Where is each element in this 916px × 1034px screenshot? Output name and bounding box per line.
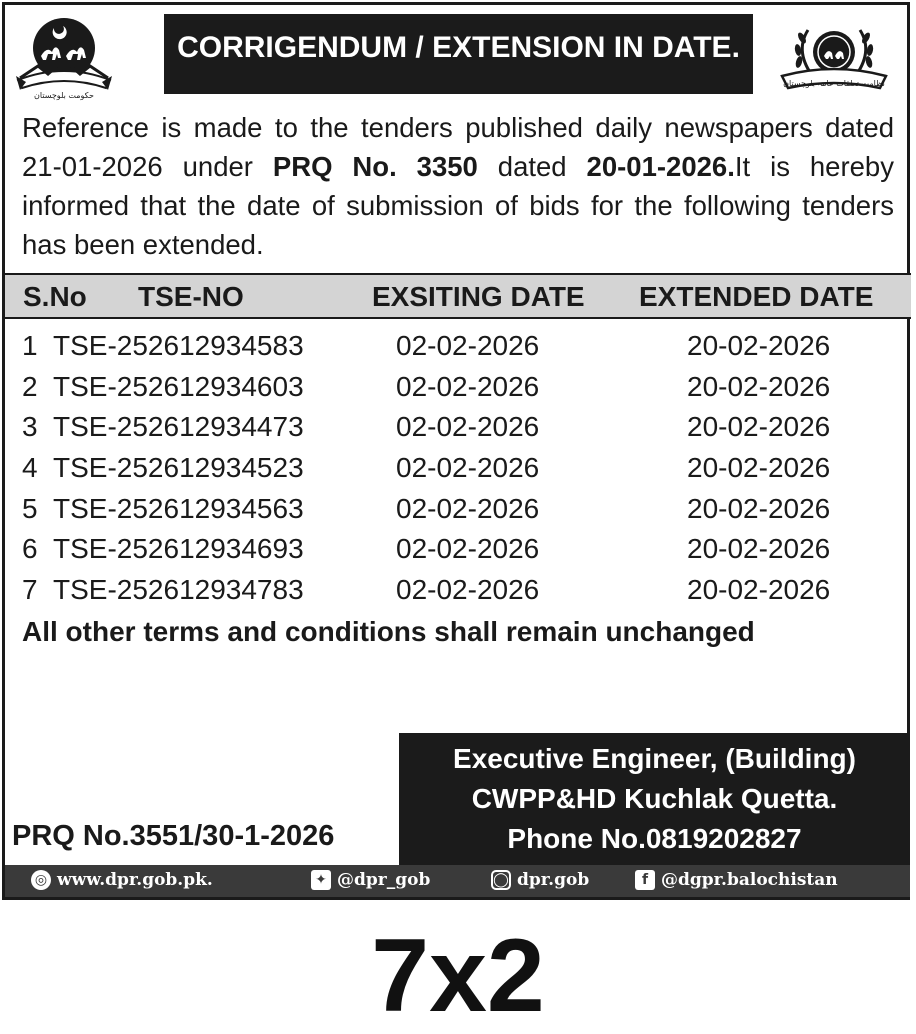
table-row	[0, 411, 916, 451]
cell-tse: TSE-252612934473	[53, 411, 304, 442]
cell-sno: 3	[22, 411, 38, 442]
footer-instagram[interactable]	[491, 870, 589, 890]
cell-tse: TSE-252612934783	[53, 574, 304, 605]
cell-existing: 02-02-2026	[396, 533, 540, 564]
signatory-title: Executive Engineer, (Building)	[453, 743, 856, 774]
cell-existing: 02-02-2026	[396, 452, 540, 483]
intro-text-2: dated	[477, 151, 587, 182]
notice-title: CORRIGENDUM / EXTENSION IN DATE.	[177, 31, 740, 64]
globe-icon: ◎	[31, 870, 51, 890]
footer-twitter[interactable]	[311, 870, 430, 890]
cell-tse: TSE-252612934523	[53, 452, 304, 483]
cell-existing: 02-02-2026	[396, 493, 540, 524]
cell-sno: 1	[22, 330, 38, 361]
table-row	[0, 493, 916, 533]
cell-sno: 4	[22, 452, 38, 483]
cell-extended: 20-02-2026	[687, 411, 831, 442]
balochistan-govt-emblem	[14, 14, 114, 102]
cell-extended: 20-02-2026	[687, 574, 831, 605]
col-header-sno: S.No	[23, 281, 87, 312]
signature-block	[399, 733, 910, 867]
intro-text-1: Reference is made to the tenders published daily newspapers dated 21-01-2026 under	[22, 112, 894, 182]
prq-reference: PRQ No.3551/30-1-2026	[12, 820, 335, 852]
cell-extended: 20-02-2026	[687, 452, 831, 483]
cell-sno: 2	[22, 371, 38, 402]
right-seal-text: نظامت تعلقات عامہ بلوچستان	[783, 79, 885, 88]
ad-size-label: 7x2	[371, 918, 545, 1034]
footer-website[interactable]	[31, 870, 213, 890]
cell-sno: 5	[22, 493, 38, 524]
cell-extended: 20-02-2026	[687, 330, 831, 361]
terms-note: All other terms and conditions shall remain unchanged	[22, 616, 755, 647]
cell-extended: 20-02-2026	[687, 493, 831, 524]
cell-tse: TSE-252612934563	[53, 493, 304, 524]
intro-paragraph	[22, 108, 894, 264]
signatory-office: CWPP&HD Kuchlak Quetta.	[471, 783, 838, 814]
col-header-existing: EXSITING DATE	[372, 281, 585, 312]
table-row	[0, 533, 916, 573]
intro-prq-number: PRQ No. 3350	[272, 151, 478, 182]
instagram-icon: ◯	[491, 870, 511, 890]
cell-sno: 7	[22, 574, 38, 605]
cell-existing: 02-02-2026	[396, 371, 540, 402]
website-link[interactable]: www.dpr.gob.pk.	[57, 870, 213, 890]
twitter-icon: ✦	[311, 870, 331, 890]
twitter-handle[interactable]: @dpr_gob	[337, 870, 431, 890]
signatory-phone: Phone No.0819202827	[507, 823, 802, 854]
cell-existing: 02-02-2026	[396, 411, 540, 442]
col-header-tse: TSE-NO	[138, 281, 244, 312]
facebook-icon: f	[635, 870, 655, 890]
dgpr-emblem	[778, 14, 890, 102]
cell-existing: 02-02-2026	[396, 574, 540, 605]
facebook-handle[interactable]: @dgpr.balochistan	[661, 870, 838, 890]
cell-tse: TSE-252612934583	[53, 330, 304, 361]
left-seal-text: حکومت بلوچستان	[34, 91, 94, 100]
intro-text-3: It is hereby informed that the date of submission of bids for the following tenders has been extended.	[22, 151, 894, 260]
instagram-handle[interactable]: dpr.gob	[517, 870, 590, 890]
table-row	[0, 574, 916, 614]
table-row	[0, 330, 916, 370]
cell-extended: 20-02-2026	[687, 371, 831, 402]
table-header	[5, 273, 911, 319]
cell-extended: 20-02-2026	[687, 533, 831, 564]
table-row	[0, 371, 916, 411]
cell-tse: TSE-252612934693	[53, 533, 304, 564]
cell-sno: 6	[22, 533, 38, 564]
footer-facebook[interactable]	[635, 870, 838, 890]
notice-title-banner	[164, 14, 753, 94]
intro-prq-date: 20-01-2026.	[586, 151, 735, 182]
footer-bar	[5, 865, 910, 897]
cell-existing: 02-02-2026	[396, 330, 540, 361]
cell-tse: TSE-252612934603	[53, 371, 304, 402]
table-row	[0, 452, 916, 492]
col-header-extended: EXTENDED DATE	[639, 281, 874, 312]
